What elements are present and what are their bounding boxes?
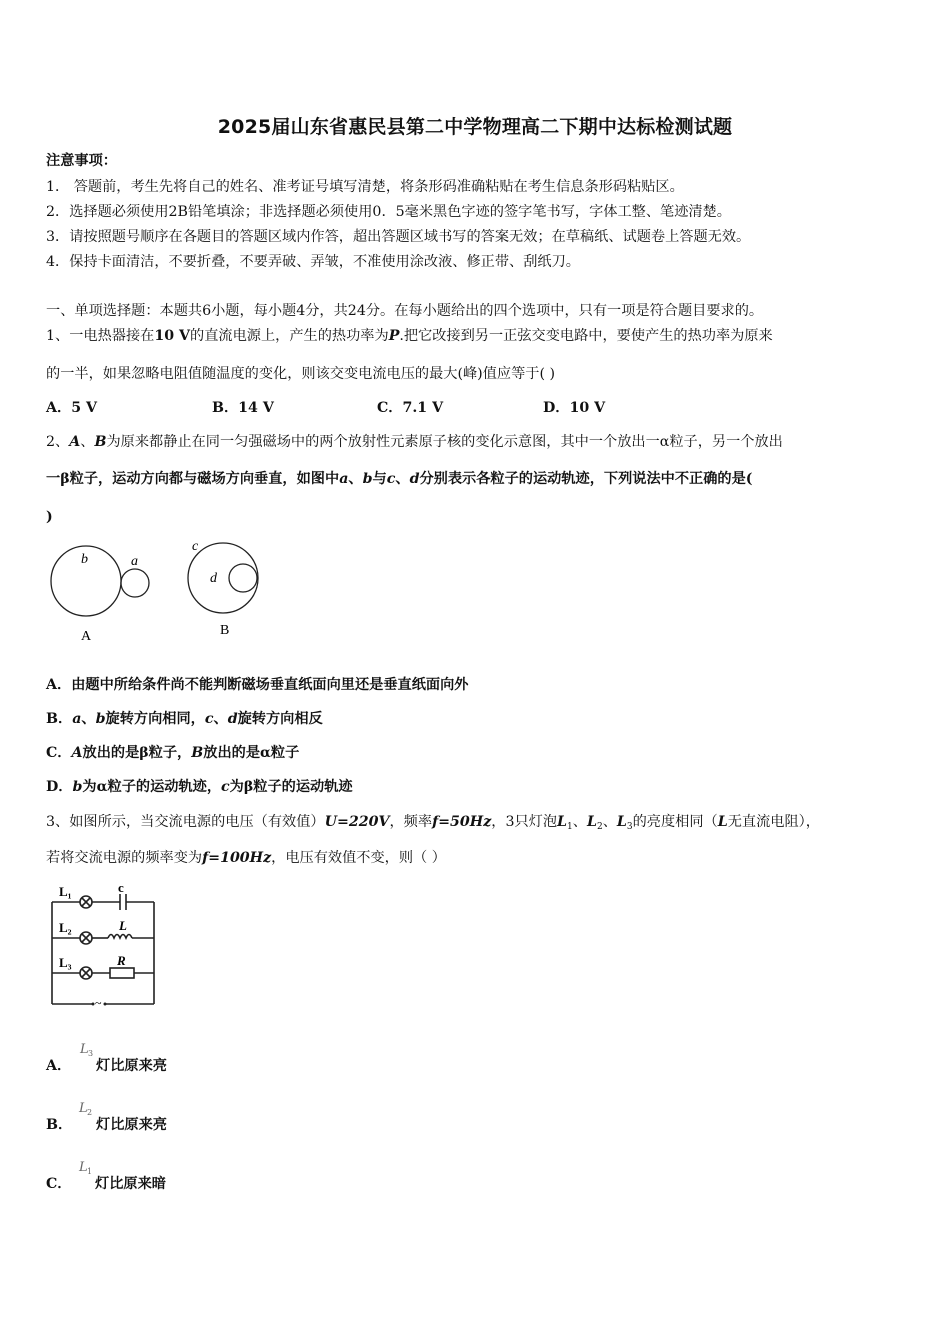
label-C: c [118, 880, 124, 895]
q2-optb-text2: 旋转方向相反 [237, 711, 323, 727]
label-a: a [131, 554, 138, 569]
q2-text-a: 2、 [46, 434, 70, 450]
q3-lamp-1-sub: 1 [567, 822, 573, 832]
q2-symbol-a: a [339, 471, 349, 487]
q3-sep-1: 、 [572, 814, 587, 830]
q3-lamp-2-sub: 2 [596, 822, 603, 832]
caption-A: A [81, 629, 92, 644]
q3-option-c [46, 1160, 346, 1194]
q3-text-a: 3、如图所示，当交流电源的电压（有效值） [46, 814, 325, 830]
q1-voltage: 10 V [154, 328, 191, 344]
q3-new-frequency: f=100Hz [202, 850, 272, 866]
q2-optc-text1: 放出的是β粒子， [82, 745, 192, 761]
notes-heading: 注意事项： [46, 153, 117, 169]
q1-text-a: 1、一电热器接在 [46, 328, 155, 344]
track-d-circle [229, 564, 257, 592]
q2-text-e: 为原来都静止在同一匀强磁场中的两个放射性元素原子核的变化示意图，其中一个放出一α粒子，另一个放出 [106, 434, 783, 450]
track-a-circle [121, 569, 149, 597]
q2-optd-c: c [221, 779, 230, 795]
q2-option-d [46, 777, 353, 797]
q1-option-c: C．7.1 V [377, 400, 444, 416]
q2-optb-b: b [95, 711, 106, 727]
q2-optc-text2: 放出的是α粒子 [203, 745, 300, 761]
q3-optb-text: 灯比原来亮 [96, 1117, 167, 1133]
q3-text-c: ，频率 [389, 814, 433, 830]
q2-text-2g: 、 [395, 471, 410, 487]
label-R: R [117, 953, 126, 968]
q3-text-2a: 若将交流电源的频率变为 [46, 850, 203, 866]
q2-option-b [46, 709, 323, 729]
q2-optb-letter: B． [46, 711, 73, 727]
q3-opta-lamp: L [80, 1042, 89, 1057]
q3-text-m: 无直流电阻）， [727, 814, 820, 830]
q3-line-1 [46, 812, 820, 837]
q3-optb-lamp-sub: 2 [87, 1108, 93, 1117]
section-heading: 一、单项选择题：本题共6小题，每小题4分，共24分。在每小题给出的四个选项中，只有一项是符合题目要求的。 [46, 303, 764, 319]
q3-text-k: 的亮度相同（ [632, 814, 718, 830]
q3-option-b [46, 1101, 346, 1135]
q3-line-2 [46, 848, 446, 868]
label-c: c [192, 539, 199, 554]
q3-lamp-1: L [557, 814, 568, 830]
q2-symbol-b: b [362, 471, 373, 487]
q3-opta-letter: A． [46, 1058, 72, 1074]
q3-inductor-symbol: L [717, 814, 728, 830]
q2-option-a: A．由题中所给条件尚不能判断磁场垂直纸面向里还是垂直纸面向外 [46, 677, 469, 693]
q2-text-2i: 分别表示各粒子的运动轨迹，下列说法中不正确的是( [419, 471, 753, 487]
q2-option-c [46, 743, 299, 763]
q3-optc-lamp: L [79, 1160, 88, 1175]
q2-text-2a: 一β粒子，运动方向都与磁场方向垂直，如图中 [46, 471, 340, 487]
label-d: d [210, 571, 217, 586]
q2-optb-c: c [204, 711, 214, 727]
note-item-1: 1． 答题前，考生先将自己的姓名、准考证号填写清楚，将条形码准确粘贴在考生信息条形码粘贴区。 [46, 179, 684, 195]
q2-text-2e: 与 [372, 471, 387, 487]
q2-optc-B: B [191, 745, 204, 761]
q2-text-c: 、 [80, 434, 95, 450]
q3-circuit-figure [44, 880, 164, 1010]
q2-symbol-A: A [69, 434, 81, 450]
q2-line-3: ) [46, 509, 53, 525]
q3-voltage: U=220V [324, 814, 390, 830]
q2-symbol-c: c [386, 471, 396, 487]
track-c-circle [188, 543, 258, 613]
note-item-4: 4．保持卡面清洁，不要折叠，不要弄破、弄皱，不准使用涂改液、修正带、刮纸刀。 [46, 254, 580, 270]
q1-text-e: .把它改接到另一正弦交变电路中，要使产生的热功率为原来 [399, 328, 773, 344]
label-L1: L₁ [59, 884, 72, 899]
q3-text-2c: ，电压有效值不变，则（ ） [271, 850, 446, 866]
q3-lamp-3: L [616, 814, 627, 830]
q3-text-e: ，3只灯泡 [491, 814, 558, 830]
q3-lamp-2: L [586, 814, 597, 830]
q1-option-b: B．14 V [212, 400, 274, 416]
q3-opta-text: 灯比原来亮 [96, 1058, 167, 1074]
q2-optd-b: b [72, 779, 83, 795]
q2-optd-text2: 为β粒子的运动轨迹 [229, 779, 353, 795]
q1-option-d: D．10 V [543, 400, 606, 416]
q2-optb-sep2: 、 [213, 711, 228, 727]
q1-options [46, 397, 746, 419]
q1-text-c: 的直流电源上，产生的热功率为 [190, 328, 389, 344]
q3-optc-text: 灯比原来暗 [95, 1176, 166, 1192]
label-L2: L₂ [59, 920, 72, 935]
note-item-3: 3．请按照题号顺序在各题目的答题区域内作答，超出答题区域书写的答案无效；在草稿纸、试题卷上答题无效。 [46, 229, 751, 245]
q2-optd-text1: 为α粒子的运动轨迹， [82, 779, 222, 795]
q3-optc-lamp-sub: 1 [87, 1167, 93, 1176]
q1-power-symbol: P [388, 328, 400, 344]
q2-optb-a: a [72, 711, 82, 727]
q3-sep-2: 、 [602, 814, 617, 830]
label-source: ~ [95, 996, 102, 1010]
q3-optc-letter: C． [46, 1176, 72, 1192]
q2-optd-letter: D． [46, 779, 73, 795]
q3-frequency: f=50Hz [432, 814, 492, 830]
note-item-2: 2．选择题必须使用2B铅笔填涂；非选择题必须使用0．5毫米黑色字迹的签字笔书写，字体工整、笔迹清楚。 [46, 204, 731, 220]
q3-lamp-3-sub: 3 [626, 822, 633, 832]
page-title: 2025届山东省惠民县第二中学物理高二下期中达标检测试题 [217, 116, 733, 138]
q2-text-2c: 、 [348, 471, 363, 487]
q2-optb-d: d [227, 711, 238, 727]
q1-line-1 [46, 326, 773, 346]
caption-B: B [220, 623, 230, 638]
q2-optb-sep1: 、 [81, 711, 96, 727]
q3-optb-letter: B． [46, 1117, 73, 1133]
q2-figure [44, 536, 274, 644]
label-L: L [119, 918, 127, 933]
q2-optb-text1: 旋转方向相同， [105, 711, 205, 727]
label-b: b [81, 552, 88, 567]
q3-optb-lamp: L [79, 1101, 88, 1116]
label-L3: L₃ [59, 955, 72, 970]
q2-symbol-B: B [94, 434, 107, 450]
q1-option-a: A．5 V [46, 400, 98, 416]
q2-line-2 [46, 469, 753, 489]
q2-optc-A: A [71, 745, 83, 761]
q2-line-1 [46, 432, 783, 452]
q3-option-a [46, 1042, 346, 1076]
q2-symbol-d: d [409, 471, 420, 487]
q2-optc-letter: C． [46, 745, 72, 761]
q3-opta-lamp-sub: 3 [88, 1049, 94, 1058]
q1-line-2: 的一半，如果忽略电阻值随温度的变化，则该交变电流电压的最大(峰)值应等于( ) [46, 366, 556, 382]
